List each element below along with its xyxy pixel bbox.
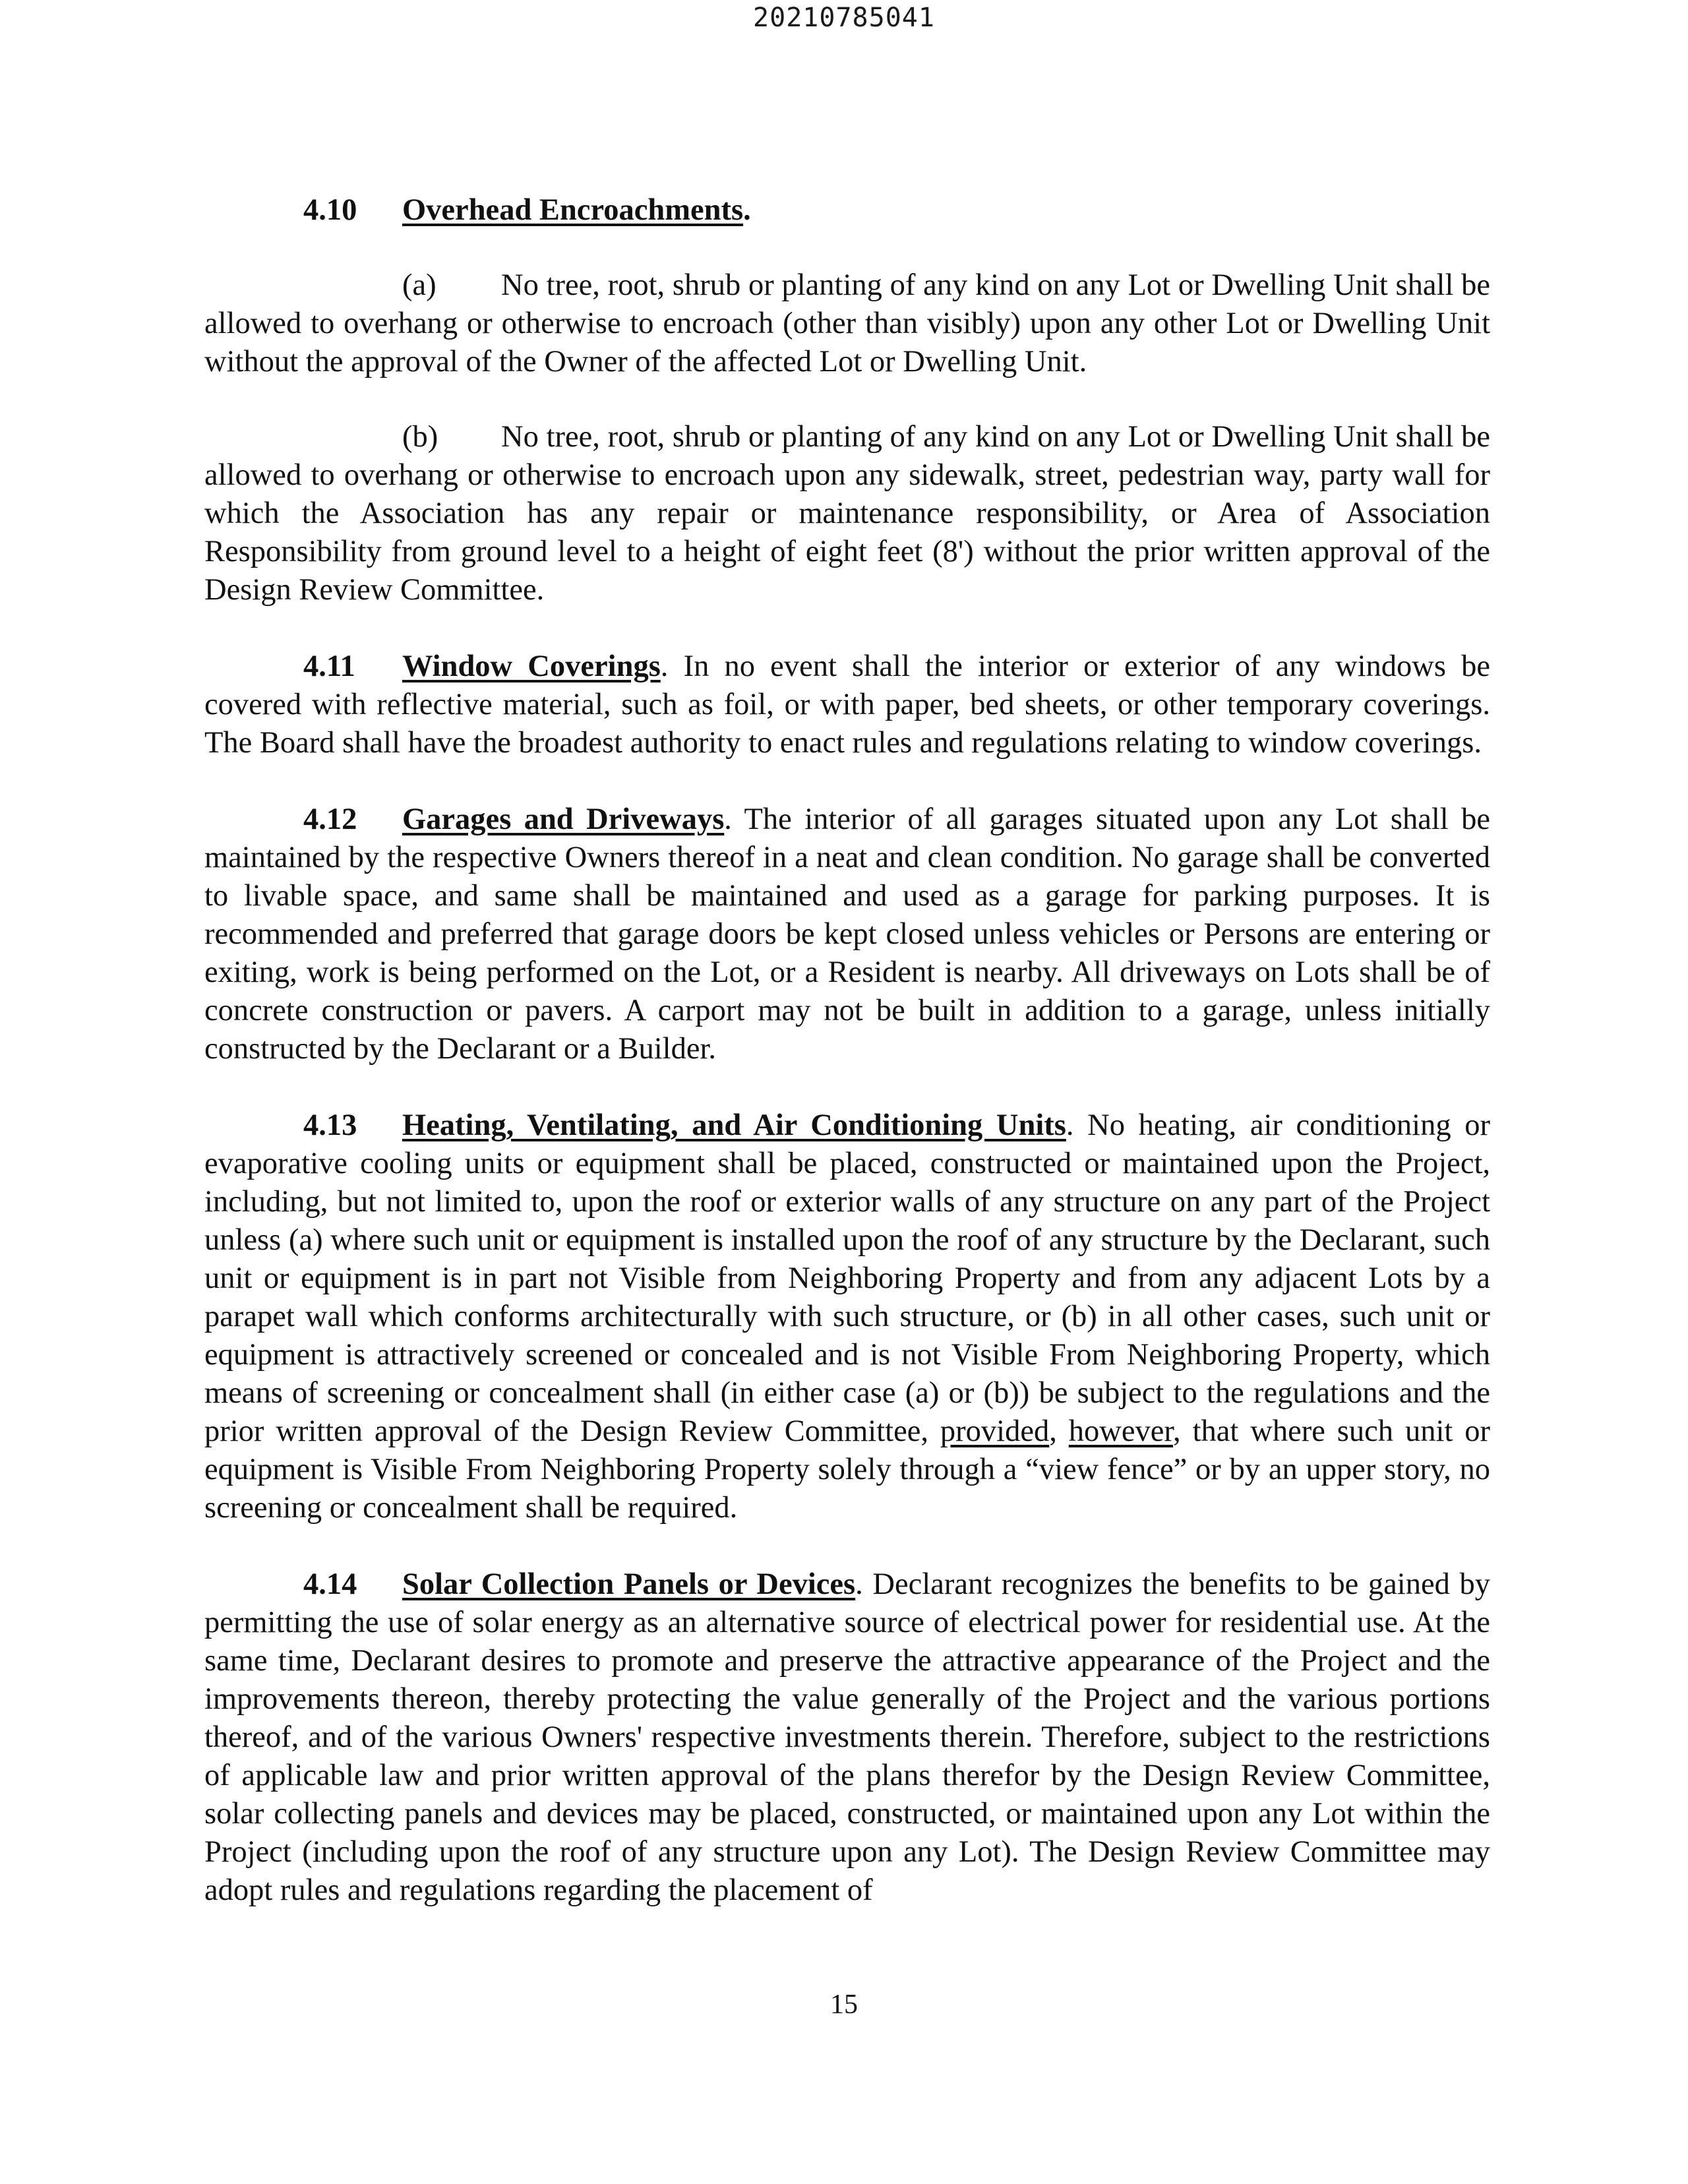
section-4-12 [204,801,1490,1068]
section-title: Garages and Driveways [402,803,725,836]
section-4-13 [204,1107,1490,1527]
document-body [204,191,1490,1910]
section-number: 4.10 [303,193,357,227]
section-number: 4.13 [303,1108,357,1142]
section-paragraph [204,1107,1490,1527]
section-text-comma: , [1049,1414,1069,1448]
section-paragraph [204,801,1490,1068]
section-title-punct: . [743,193,751,227]
section-paragraph [204,1565,1490,1910]
section-text: . No heating, air conditioning or evaporative cooling units or equipment shall be placed, constructed or maintained upon the Project, including, but not limited to, upon the roof or exterior walls of any structure on any part of the Project unless (a) where such unit or equipment is installed upon the roof of any structure by the Declarant, such unit or equipment is in part not Visible from Neighboring Property and from any adjacent Lots by a parapet wall which conforms architecturally with such structure, or (b) in all other cases, such unit or equipment is attractively screened or concealed and is not Visible From Neighboring Property, which means of screening or concealment shall (in either case (a) or (b)) be subject to the regulations and the prior written approval of the Design Review Committee, [204,1108,1490,1448]
section-heading [204,191,1490,229]
underlined-word-however: however [1068,1414,1174,1448]
section-title: Heating, Ventilating, and Air Conditioning Units [402,1108,1066,1142]
underlined-word-provided: provided [940,1414,1050,1448]
section-4-14 [204,1565,1490,1910]
section-title: Overhead Encroachments [402,193,744,227]
section-text: . The interior of all garages situated upon any Lot shall be maintained by the respective Owners thereof in a neat and clean condition. No garage shall be converted to livable space, and same shall be maintained and used as a garage for parking purposes. It is recommended and preferred that garage doors be kept closed unless vehicles or Persons are entering or exiting, work is being performed on the Lot, or a Resident is nearby. All driveways on Lots shall be of concrete construction or pavers. A carport may not be built in addition to a garage, unless initially constructed by the Declarant or a Builder. [204,803,1490,1066]
page-number: 15 [830,1989,858,2020]
section-number: 4.12 [303,803,357,836]
section-paragraph [204,648,1490,762]
subsection-text: No tree, root, shrub or planting of any kind on any Lot or Dwelling Unit shall be allowed to overhang or otherwise to encroach (other than visibly) upon any other Lot or Dwelling Unit without the approval of the Owner of the affected Lot or Dwelling Unit. [204,268,1490,379]
subsection-text: No tree, root, shrub or planting of any kind on any Lot or Dwelling Unit shall be allowed to overhang or otherwise to encroach upon any sidewalk, street, pedestrian way, party wall for which the Association has any repair or maintenance responsibility, or Area of Association Responsibility from ground level to a height of eight feet (8') without the prior written approval of the Design Review Committee. [204,420,1490,607]
section-title: Window Coverings [402,650,661,683]
section-text: . Declarant recognizes the benefits to be gained by permitting the use of solar energy as an alternative source of electrical power for residential use. At the same time, Declarant desires to promote and preserve the attractive appearance of the Project and the improvements thereon, thereby protecting the value generally of the Project and the various portions thereof, and of the various Owners' respective investments therein. Therefore, subject to the restrictions of applicable law and prior written approval of the plans therefor by the Design Review Committee, solar collecting panels and devices may be placed, constructed, or maintained upon any Lot within the Project (including upon the roof of any structure upon any Lot). The Design Review Committee may adopt rules and regulations regarding the placement of [204,1567,1490,1907]
section-4-11 [204,648,1490,762]
section-text: , that where such unit or equipment is Visible From Neighboring Property solely through a “view fence” or by an upper story, no screening or concealment shall be required. [204,1414,1491,1525]
section-4-10 [204,191,1490,609]
section-title: Solar Collection Panels or Devices [402,1567,856,1601]
section-number: 4.14 [303,1567,357,1601]
subsection-label: (a) [402,268,437,302]
document-number: 20210785041 [753,3,935,33]
subsection-b [204,418,1490,609]
subsection-a [204,266,1490,381]
subsection-label: (b) [402,420,438,454]
section-text: . In no event shall the interior or exterior of any windows be covered with reflective material, such as foil, or with paper, bed sheets, or other temporary coverings. The Board shall have the broadest authority to enact rules and regulations relating to window coverings. [204,650,1490,760]
section-number: 4.11 [303,650,355,683]
